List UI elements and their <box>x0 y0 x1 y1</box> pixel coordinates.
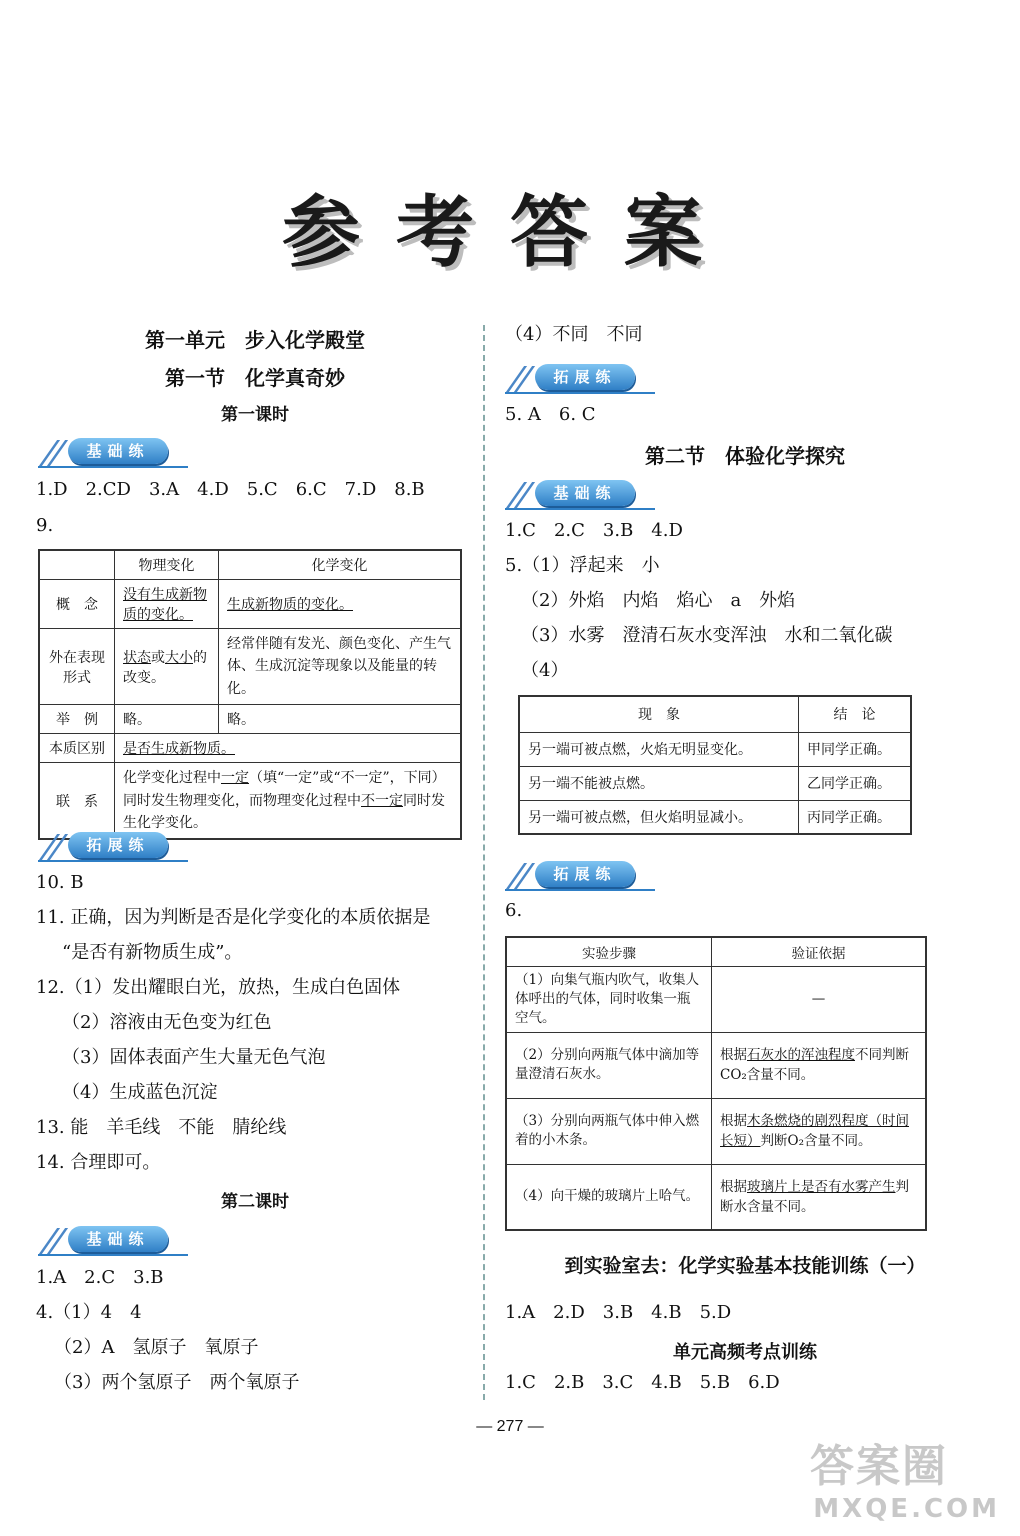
cell-text: 或 <box>151 649 165 666</box>
cell-text: 根据 <box>720 1046 747 1063</box>
lab-title: 到实验室去：化学实验基本技能训练（一） <box>564 1255 926 1277</box>
cell <box>712 1098 927 1164</box>
cell-text: 化学变化过程中 <box>123 770 221 787</box>
cell <box>712 1164 927 1230</box>
table-header: 结 论 <box>799 696 912 732</box>
tag-underline <box>38 1254 188 1256</box>
page-number: — 277 — <box>476 1418 544 1435</box>
unit-training-answers: 1.C 2.B 3.C 4.B 5.B 6.D <box>505 1372 780 1393</box>
watermark-text: 答案圈 <box>810 1441 948 1492</box>
answer-blank: 一定 <box>221 770 249 787</box>
cell: 另一端不能被点燃。 <box>519 766 799 800</box>
row-key: 本质区别 <box>39 734 115 763</box>
row-key: 外在表现形式 <box>39 629 115 705</box>
phenomenon-conclusion-table <box>518 695 912 835</box>
cell: 没有生成新物质的变化。 <box>115 580 219 629</box>
page-title: 参考答案 <box>281 188 738 278</box>
tag-label: 基础练 <box>68 438 168 464</box>
lesson1-title: 第一课时 <box>221 405 289 425</box>
answer-line: （4）生成蓝色沉淀 <box>62 1082 218 1103</box>
basic-practice-tag <box>38 1222 188 1256</box>
unit-title: 第一单元 步入化学殿堂 <box>145 328 365 352</box>
cell: 甲同学正确。 <box>799 732 912 766</box>
tag-underline <box>38 860 188 862</box>
row-key: 概 念 <box>39 580 115 629</box>
tag-underline <box>38 466 188 468</box>
basic-practice-tag <box>505 476 655 510</box>
answer-line: （3）水雾 澄清石灰水变浑浊 水和二氧化碳 <box>521 625 893 646</box>
table-header: 物理变化 <box>115 550 219 580</box>
answer-line: （2）溶液由无色变为红色 <box>62 1012 272 1033</box>
answer-line: （3）固体表面产生大量无色气泡 <box>62 1047 326 1068</box>
cell-text: 判断水含量不同。 <box>720 1178 909 1215</box>
table-header: 现 象 <box>519 696 799 732</box>
answer-line: 10. B <box>36 872 84 893</box>
row-key: 举 例 <box>39 705 115 734</box>
section2-title: 第二节 体验化学探究 <box>645 444 845 468</box>
q9-label: 9. <box>36 515 54 536</box>
tag-label: 基础练 <box>68 1226 168 1252</box>
cell-text: 不同判断CO₂含量不同。 <box>720 1046 909 1084</box>
answer-line: （4）不同 不同 <box>505 324 643 345</box>
physical-chemical-change-table <box>38 549 462 840</box>
cell: 另一端可被点燃，但火焰明显减小。 <box>519 800 799 834</box>
cell: （3）分别向两瓶气体中伸入燃着的小木条。 <box>506 1098 712 1164</box>
cell: 乙同学正确。 <box>799 766 912 800</box>
answer-line: 12.（1）发出耀眼白光，放热，生成白色固体 <box>36 977 401 998</box>
q6-label: 6. <box>505 900 523 921</box>
cell-text: 判断O₂含量不同。 <box>760 1133 872 1150</box>
answer-line: 13. 能 羊毛线 不能 腈纶线 <box>36 1117 287 1138</box>
extension-practice-tag <box>505 360 655 394</box>
answer-line: 1.C 2.C 3.B 4.D <box>505 520 683 541</box>
tag-label: 拓展练 <box>68 832 168 858</box>
cell: 略。 <box>219 705 462 734</box>
cell: — <box>712 967 927 1033</box>
answer-line: 11. 正确，因为判断是否是化学变化的本质依据是 <box>36 907 431 928</box>
tag-label: 拓展练 <box>535 364 635 390</box>
basic-practice-tag <box>38 434 188 468</box>
cell-text: （填“一定”或“不一定”，下同）同时发生物理变化，而物理变化过程中 <box>123 770 446 809</box>
extension-practice-tag <box>505 857 655 891</box>
cell: 略。 <box>115 705 219 734</box>
answer-line: 5.（1）浮起来 小 <box>505 555 660 576</box>
answer-line: 5. A 6. C <box>505 404 596 425</box>
cell-text: 根据 <box>720 1178 747 1195</box>
cell-text: 根据 <box>720 1112 747 1129</box>
cell: （4）向干燥的玻璃片上哈气。 <box>506 1164 712 1230</box>
section-title: 第一节 化学真奇妙 <box>165 366 345 390</box>
tag-label: 基础练 <box>535 480 635 506</box>
answer-line: （3）两个氢原子 两个氧原子 <box>54 1372 300 1393</box>
row-key: 联 系 <box>39 763 115 840</box>
cell: 经常伴随有发光、颜色变化、产生气体、生成沉淀等现象以及能量的转化。 <box>219 629 462 705</box>
answer-line: 14. 合理即可。 <box>36 1152 161 1173</box>
answer-blank: 不一定 <box>361 792 403 809</box>
answer-line: （2）外焰 内焰 焰心 a 外焰 <box>521 590 796 611</box>
cell: （2）分别向两瓶气体中滴加等量澄清石灰水。 <box>506 1032 712 1098</box>
tag-label: 拓展练 <box>535 861 635 887</box>
table-header: 验证依据 <box>712 937 927 967</box>
experiment-steps-table <box>505 936 927 1231</box>
cell: 另一端可被点燃，火焰无明显变化。 <box>519 732 799 766</box>
watermark-logo <box>810 1430 1000 1525</box>
cell-text: 的改变。 <box>123 649 207 686</box>
lab-answers: 1.A 2.D 3.B 4.B 5.D <box>505 1302 732 1323</box>
lesson2-title: 第二课时 <box>221 1192 289 1212</box>
table-header: 实验步骤 <box>506 937 712 967</box>
answer-line: （2）A 氢原子 氧原子 <box>54 1337 259 1358</box>
tag-underline <box>505 889 655 891</box>
answer-line: 1.A 2.C 3.B <box>36 1267 164 1288</box>
unit-training-title: 单元高频考点训练 <box>673 1342 817 1363</box>
cell: 生成新物质的变化。 <box>219 580 462 629</box>
watermark-url: MXQE.COM <box>813 1494 1000 1524</box>
cell: 是否生成新物质。 <box>115 734 462 763</box>
l1-basic-answers: 1.D 2.CD 3.A 4.D 5.C 6.C 7.D 8.B <box>36 479 425 500</box>
cell-text: 同时发生化学变化。 <box>123 792 445 831</box>
extension-practice-tag <box>38 828 188 862</box>
answer-blank: 状态 <box>123 649 151 666</box>
answer-blank: 大小 <box>165 649 193 666</box>
answer-line: “是否有新物质生成”。 <box>62 942 243 963</box>
table-header <box>39 550 115 580</box>
tag-underline <box>505 508 655 510</box>
cell <box>712 1032 927 1098</box>
answer-line: 4.（1）4 4 <box>36 1302 142 1323</box>
answer-blank: 木条燃烧的剧烈程度（时间长短） <box>720 1112 909 1150</box>
cell: 丙同学正确。 <box>799 800 912 834</box>
column-divider <box>483 325 485 1400</box>
answer-blank: 玻璃片上是否有水雾产生 <box>747 1178 896 1195</box>
answer-blank: 石灰水的浑浊程度 <box>747 1046 855 1063</box>
answer-line: （4） <box>521 660 569 681</box>
cell: （1）向集气瓶内吹气，收集人体呼出的气体，同时收集一瓶空气。 <box>506 967 712 1033</box>
table-header: 化学变化 <box>219 550 462 580</box>
cell <box>115 629 219 705</box>
tag-underline <box>505 392 655 394</box>
